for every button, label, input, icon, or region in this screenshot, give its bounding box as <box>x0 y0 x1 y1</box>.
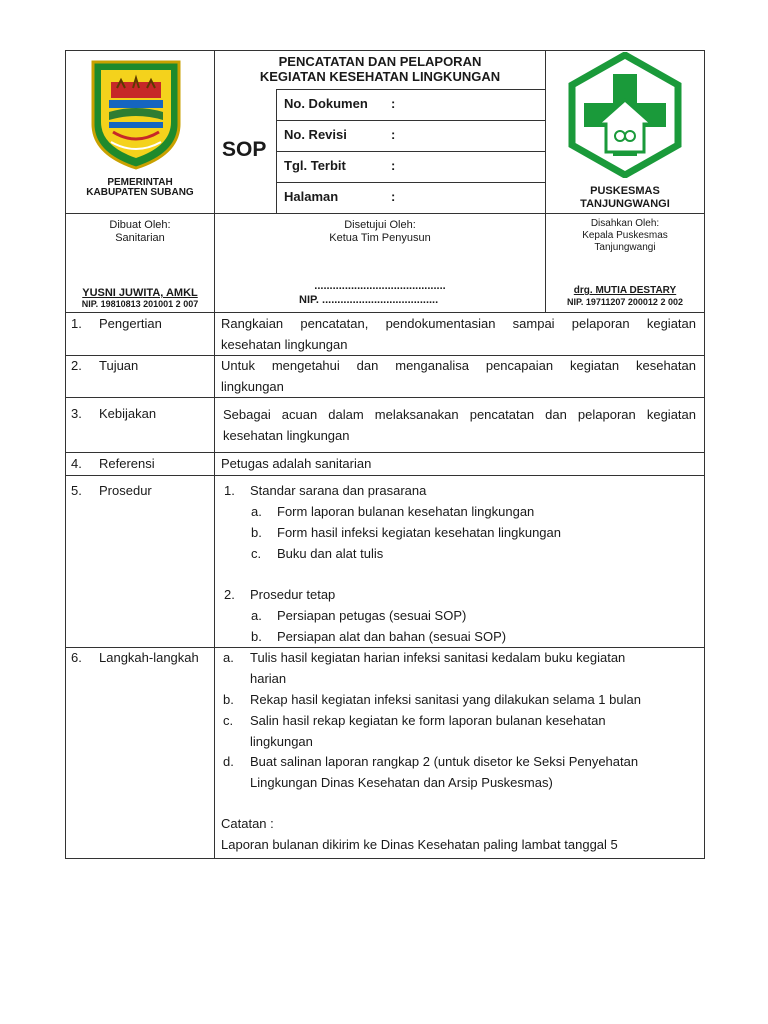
s1-line1: Rangkaian pencatatan, pendokumentasian sampai pelaporan kegiatan <box>221 316 696 331</box>
s6-c-mark: c. <box>223 713 234 728</box>
sig-right-name: drg. MUTIA DESTARY <box>573 285 677 296</box>
s6-a-line2: harian <box>250 671 287 686</box>
sig-left-nip: NIP. 19810813 201001 2 007 <box>81 299 199 309</box>
sig-left-role2: Sanitarian <box>115 232 165 244</box>
left-org-line1: PEMERINTAH <box>107 177 173 188</box>
s5-p1-a-mark: a. <box>251 504 262 519</box>
s3-num: 3. <box>71 406 82 421</box>
field-no-revisi-label: No. Revisi <box>284 127 347 142</box>
s6-note-text: Laporan bulanan dikirim ke Dinas Kesehatan paling lambat tanggal 5 <box>221 837 618 852</box>
sig-right-role1: Disahkan Oleh: <box>590 218 660 229</box>
s1-num: 1. <box>71 316 82 331</box>
s2-line2: lingkungan <box>221 379 284 394</box>
s1-line2: kesehatan lingkungan <box>221 337 348 352</box>
sop-label: SOP <box>222 138 267 161</box>
s6-b-mark: b. <box>223 692 234 707</box>
field-tgl-terbit-colon: : <box>391 158 396 173</box>
doc-title-line1: PENCATATAN DAN PELAPORAN <box>278 54 482 69</box>
s5-p1-b-mark: b. <box>251 525 262 540</box>
puskesmas-logo <box>562 52 688 178</box>
s5-p2-b-mark: b. <box>251 629 262 644</box>
s6-d-mark: d. <box>223 754 234 769</box>
sig-left-role1: Dibuat Oleh: <box>109 219 171 231</box>
s5-p1-num: 1. <box>224 483 235 498</box>
left-org-line2: KABUPATEN SUBANG <box>86 187 194 198</box>
s5-p1-b: Form hasil infeksi kegiatan kesehatan lingkungan <box>277 525 562 540</box>
s6-num: 6. <box>71 650 82 665</box>
s6-c-line1: Salin hasil rekap kegiatan ke form laporan bulanan kesehatan <box>250 713 606 728</box>
field-no-revisi-colon: : <box>391 127 396 142</box>
s5-p1-title: Standar sarana dan prasarana <box>250 483 427 498</box>
s5-p2-title: Prosedur tetap <box>250 587 336 602</box>
s6-a-mark: a. <box>223 650 234 665</box>
s6-b-line1: Rekap hasil kegiatan infeksi sanitasi yang dilakukan selama 1 bulan <box>250 692 641 707</box>
s5-p1-c: Buku dan alat tulis <box>277 546 384 561</box>
s6-a-line1: Tulis hasil kegiatan harian infeksi sanitasi kedalam buku kegiatan <box>250 650 626 665</box>
s5-p1-a: Form laporan bulanan kesehatan lingkungan <box>277 504 535 519</box>
sig-middle-nip: NIP. ...................................... <box>299 294 439 306</box>
s6-title: Langkah-langkah <box>99 650 199 665</box>
s2-num: 2. <box>71 358 82 373</box>
field-halaman-colon: : <box>391 189 396 204</box>
s5-p2-a: Persiapan petugas (sesuai SOP) <box>277 608 467 623</box>
s5-p2-num: 2. <box>224 587 235 602</box>
s6-d-line1: Buat salinan laporan rangkap 2 (untuk disetor ke Seksi Penyehatan <box>250 754 639 769</box>
subang-emblem <box>87 54 185 172</box>
s3-line1: Sebagai acuan dalam melaksanakan pencatatan dan pelaporan kegiatan <box>223 407 696 422</box>
s5-p2-a-mark: a. <box>251 608 262 623</box>
s5-p1-c-mark: c. <box>251 546 262 561</box>
s2-line1: Untuk mengetahui dan menganalisa pencapaian kegiatan kesehatan <box>221 358 696 373</box>
s4-num: 4. <box>71 456 82 471</box>
sig-middle-name: ........................................... <box>314 280 446 292</box>
s5-p2-b: Persiapan alat dan bahan (sesuai SOP) <box>277 629 507 644</box>
sig-middle-role2: Ketua Tim Penyusun <box>329 232 431 244</box>
field-no-dokumen-label: No. Dokumen <box>284 96 368 111</box>
s5-title: Prosedur <box>99 483 152 498</box>
s3-line2: kesehatan lingkungan <box>223 428 350 443</box>
sig-left-name: YUSNI JUWITA, AMKL <box>82 287 198 299</box>
right-org-line2: TANJUNGWANGI <box>580 198 670 210</box>
field-tgl-terbit-label: Tgl. Terbit <box>284 158 346 173</box>
sig-right-role2: Kepala Puskesmas <box>582 230 668 241</box>
field-no-dokumen-colon: : <box>391 96 396 111</box>
s4-title: Referensi <box>99 456 155 471</box>
s3-title: Kebijakan <box>99 406 157 421</box>
s2-title: Tujuan <box>99 358 139 373</box>
s6-d-line2: Lingkungan Dinas Kesehatan dan Arsip Puskesmas) <box>250 775 553 790</box>
s6-note-label: Catatan : <box>221 816 274 831</box>
s5-num: 5. <box>71 483 82 498</box>
right-org-line1: PUSKESMAS <box>590 185 660 197</box>
s1-title: Pengertian <box>99 316 162 331</box>
s6-c-line2: lingkungan <box>250 734 313 749</box>
sig-middle-role1: Disetujui Oleh: <box>344 219 416 231</box>
s4-line1: Petugas adalah sanitarian <box>221 456 372 471</box>
doc-title-line2: KEGIATAN KESEHATAN LINGKUNGAN <box>259 69 501 84</box>
field-halaman-label: Halaman <box>284 189 339 204</box>
sig-right-nip: NIP. 19711207 200012 2 002 <box>567 297 683 307</box>
sig-right-role3: Tanjungwangi <box>594 242 656 253</box>
